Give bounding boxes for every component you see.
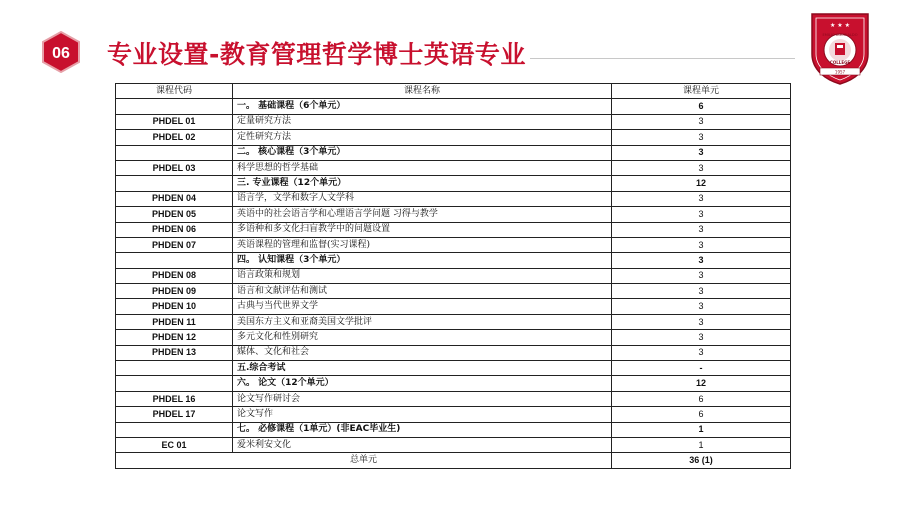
course-units: 6 bbox=[612, 391, 791, 406]
course-name: 论文写作研讨会 bbox=[233, 391, 612, 406]
course-units: 3 bbox=[612, 222, 791, 237]
course-row bbox=[116, 222, 791, 237]
college-seal-icon bbox=[806, 10, 874, 86]
course-code: PHDEN 12 bbox=[116, 330, 233, 345]
course-name: 定量研究方法 bbox=[233, 114, 612, 129]
section-title: 二。 核心课程（3个单元） bbox=[233, 145, 612, 160]
course-code bbox=[116, 376, 233, 391]
course-units: 3 bbox=[612, 237, 791, 252]
section-header-row bbox=[116, 253, 791, 268]
course-code bbox=[116, 99, 233, 114]
course-code bbox=[116, 253, 233, 268]
section-header-row bbox=[116, 99, 791, 114]
course-name: 媒体、文化和社会 bbox=[233, 345, 612, 360]
course-code bbox=[116, 422, 233, 437]
course-row bbox=[116, 160, 791, 175]
course-units: 3 bbox=[612, 284, 791, 299]
course-row bbox=[116, 191, 791, 206]
section-title: 四。 认知课程（3个单元） bbox=[233, 253, 612, 268]
section-title: 五.综合考试 bbox=[233, 361, 612, 376]
course-units: 3 bbox=[612, 160, 791, 175]
course-code: PHDEN 10 bbox=[116, 299, 233, 314]
course-units: 12 bbox=[612, 176, 791, 191]
course-row bbox=[116, 268, 791, 283]
course-row bbox=[116, 237, 791, 252]
course-name: 多语种和多文化扫盲教学中的问题设置 bbox=[233, 222, 612, 237]
course-units: 3 bbox=[612, 345, 791, 360]
hexagon-badge-icon bbox=[40, 31, 82, 73]
course-units: 3 bbox=[612, 299, 791, 314]
course-units: 3 bbox=[612, 114, 791, 129]
course-units: 1 bbox=[612, 437, 791, 452]
course-row bbox=[116, 345, 791, 360]
course-row bbox=[116, 130, 791, 145]
course-name: 多元文化和性别研究 bbox=[233, 330, 612, 345]
header-course-units: 课程单元 bbox=[612, 84, 791, 99]
title-divider bbox=[530, 58, 795, 59]
course-code: PHDEL 01 bbox=[116, 114, 233, 129]
course-row bbox=[116, 114, 791, 129]
course-units: 6 bbox=[612, 99, 791, 114]
logo-year: 1957 bbox=[834, 69, 846, 75]
course-row bbox=[116, 299, 791, 314]
curriculum-table bbox=[115, 83, 791, 469]
page-title: 专业设置-教育管理哲学博士英语专业 bbox=[107, 40, 526, 69]
course-units: 3 bbox=[612, 330, 791, 345]
section-title: 六。 论文（12个单元） bbox=[233, 376, 612, 391]
course-units: 3 bbox=[612, 268, 791, 283]
section-header-row bbox=[116, 376, 791, 391]
course-code: PHDEN 05 bbox=[116, 207, 233, 222]
course-code: PHDEN 06 bbox=[116, 222, 233, 237]
section-header-row bbox=[116, 145, 791, 160]
course-units: 6 bbox=[612, 407, 791, 422]
course-code: PHDEL 02 bbox=[116, 130, 233, 145]
table-header-row bbox=[116, 84, 791, 99]
course-units: 12 bbox=[612, 376, 791, 391]
section-title: 三. 专业课程（12个单元） bbox=[233, 176, 612, 191]
course-code: PHDEN 11 bbox=[116, 314, 233, 329]
course-row bbox=[116, 330, 791, 345]
course-row bbox=[116, 284, 791, 299]
course-code: PHDEN 09 bbox=[116, 284, 233, 299]
course-name: 论文写作 bbox=[233, 407, 612, 422]
section-header-row bbox=[116, 176, 791, 191]
course-code bbox=[116, 361, 233, 376]
table-body bbox=[116, 99, 791, 453]
course-code: PHDEN 07 bbox=[116, 237, 233, 252]
course-name: 爱米利安文化 bbox=[233, 437, 612, 452]
course-row bbox=[116, 314, 791, 329]
section-title: 一。 基础课程（6个单元） bbox=[233, 99, 612, 114]
course-name: 科学思想的哲学基础 bbox=[233, 160, 612, 175]
total-label: 总单元 bbox=[116, 453, 612, 468]
header-course-name: 课程名称 bbox=[233, 84, 612, 99]
course-units: 1 bbox=[612, 422, 791, 437]
course-name: 美国东方主义和亚裔美国文学批评 bbox=[233, 314, 612, 329]
logo-arc-text: EMILIO AGUINALDO bbox=[822, 33, 858, 37]
course-code: PHDEN 13 bbox=[116, 345, 233, 360]
course-units: 3 bbox=[612, 130, 791, 145]
course-units: 3 bbox=[612, 191, 791, 206]
badge-number: 06 bbox=[52, 45, 70, 62]
course-units: - bbox=[612, 361, 791, 376]
logo-stars: ★ ★ ★ bbox=[830, 22, 850, 29]
course-row bbox=[116, 407, 791, 422]
course-units: 3 bbox=[612, 207, 791, 222]
course-name: 语言和文献评估和测试 bbox=[233, 284, 612, 299]
header-course-code: 课程代码 bbox=[116, 84, 233, 99]
course-code: PHDEL 03 bbox=[116, 160, 233, 175]
course-name: 英语课程的管理和监督(实习课程) bbox=[233, 237, 612, 252]
course-row bbox=[116, 437, 791, 452]
total-row bbox=[116, 453, 791, 468]
section-header-row bbox=[116, 361, 791, 376]
course-code: PHDEN 04 bbox=[116, 191, 233, 206]
course-name: 语言学，文学和数字人文学科 bbox=[233, 191, 612, 206]
course-code bbox=[116, 176, 233, 191]
course-units: 3 bbox=[612, 145, 791, 160]
section-title: 七。 必修课程（1单元）(非EAC毕业生) bbox=[233, 422, 612, 437]
course-code: PHDEL 17 bbox=[116, 407, 233, 422]
course-name: 定性研究方法 bbox=[233, 130, 612, 145]
total-units: 36 (1) bbox=[612, 453, 791, 468]
course-name: 古典与当代世界文学 bbox=[233, 299, 612, 314]
course-units: 3 bbox=[612, 253, 791, 268]
course-name: 语言政策和规划 bbox=[233, 268, 612, 283]
course-row bbox=[116, 391, 791, 406]
course-code: PHDEN 08 bbox=[116, 268, 233, 283]
course-code: EC 01 bbox=[116, 437, 233, 452]
logo-college-text: COLLEGE bbox=[829, 60, 851, 65]
course-code: PHDEL 16 bbox=[116, 391, 233, 406]
course-code bbox=[116, 145, 233, 160]
course-row bbox=[116, 207, 791, 222]
section-number-badge bbox=[40, 31, 82, 73]
course-units: 3 bbox=[612, 314, 791, 329]
course-name: 英语中的社会语言学和心理语言学问题 习得与教学 bbox=[233, 207, 612, 222]
college-logo bbox=[806, 10, 874, 86]
section-header-row bbox=[116, 422, 791, 437]
